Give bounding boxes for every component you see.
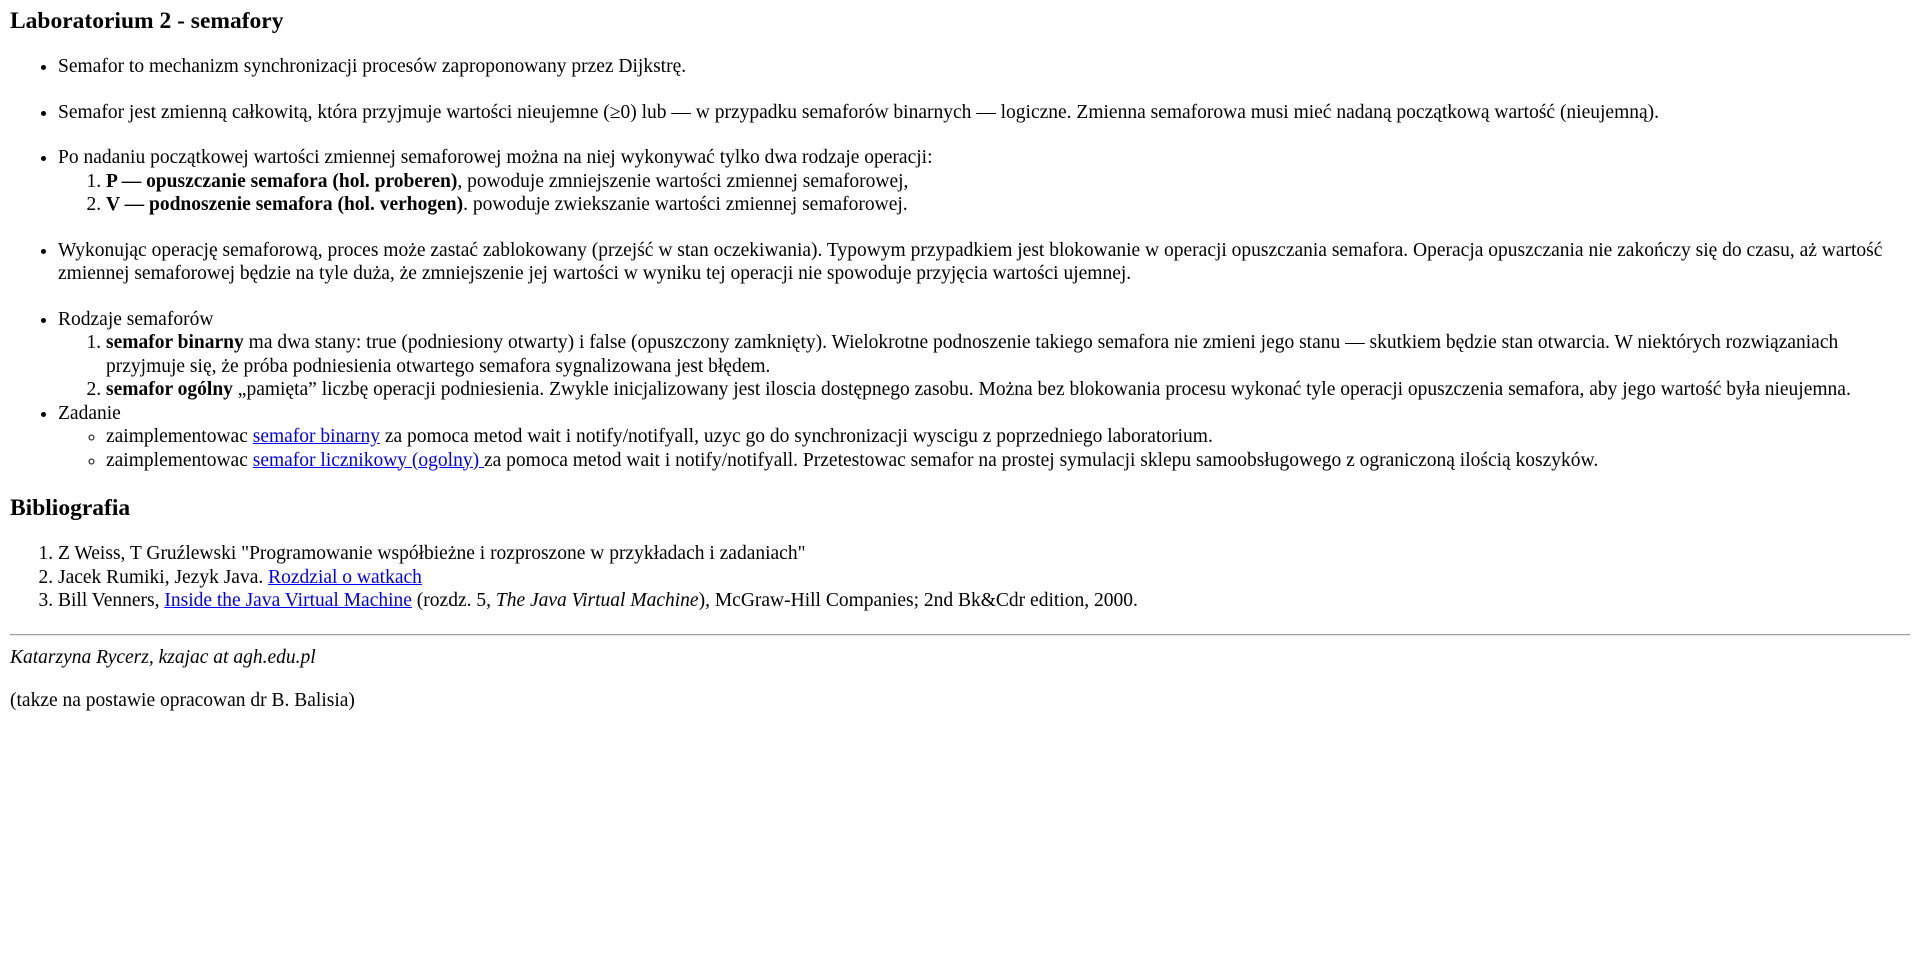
bibliography-text: (rozdz. 5, (411, 590, 496, 611)
task-text: zaimplementowac (106, 449, 253, 471)
semaphore-types-heading: Rodzaje semaforów (58, 308, 214, 330)
footer-note: (takze na postawie opracowan dr B. Balisia) (10, 690, 355, 711)
operation-p-name: P — opuszczanie semafora (hol. proberen) (106, 170, 458, 192)
list-item: • Semafor jest zmienną całkowitą, która przyjmuje wartości nieujemne (≥0) lub — w przypadku semaforów binarnych — logiczne. Zmienna semaforowa musi mieć nadaną początkową wartość (nieujemną). (58, 101, 1910, 125)
semaphore-type-binary (106, 331, 1910, 378)
bibliography-item: 1. Z Weiss, T Gruźlewski "Programowanie współbieżne i rozproszone w przykładach i zadaniach" (58, 542, 1910, 566)
list-item (58, 402, 1910, 473)
bibliography-text: ), McGraw-Hill Companies; 2nd Bk&Cdr edition, 2000. (698, 590, 1138, 611)
operation-p (106, 170, 1910, 194)
jvm-book-link[interactable]: Inside the Java Virtual Machine (164, 590, 412, 611)
task-item (106, 425, 1910, 449)
list-item (58, 308, 1910, 402)
task-heading: Zadanie (58, 402, 121, 424)
main-list (10, 55, 1910, 472)
task-text: zaimplementowac (106, 426, 253, 447)
semaphore-type-binary-name: semafor binarny (106, 332, 244, 353)
author-address: Katarzyna Rycerz, kzajac at agh.edu.pl (10, 646, 316, 668)
list-item: • Wykonując operację semaforową, proces może zastać zablokowany (przejść w stan oczekiwania). Typowym przypadkiem jest blokowanie w operacji opuszczania semafora. Operacja opuszczania nie zakończy się do czasu, aż wartość zmiennej semaforowej będzie na tyle duża, że zmniejszenie jej wartości w wyniku tej operacji nie spowoduje przyjęcia wartości ujemnej. (58, 239, 1910, 286)
task-item (106, 449, 1910, 473)
semaphore-type-binary-description: ma dwa stany: true (podniesiony otwarty) i false (opuszczony zamknięty). Wielokrotne podnoszenie takiego semafora nie zmieni jego stanu — skutkiem będzie stan otwarcia. W niektórych rozwiązaniach przyjmuje się, że próba podniesienia otwartego semafora sygnalizowana jest błędem. (106, 332, 1839, 377)
task-text: za pomoca metod wait i notify/notifyall, uzyc go do synchronizacji wyscigu z poprzedniego laboratorium. (379, 426, 1213, 447)
list-item: • Semafor to mechanizm synchronizacji procesów zaproponowany przez Dijkstrę. (58, 55, 1910, 79)
operation-p-description: , powoduje zmniejszenie wartości zmiennej semaforowej, (457, 170, 909, 192)
operations-intro: Po nadaniu początkowej wartości zmiennej semaforowej można na niej wykonywać tylko dwa rodzaje operacji: (58, 147, 933, 168)
bibliography-heading: Bibliografia (10, 495, 131, 521)
threads-chapter-link[interactable]: Rozdzial o watkach (268, 566, 422, 588)
operation-v (106, 193, 1910, 217)
semaphore-type-general (106, 378, 1910, 402)
list-item (58, 146, 1910, 217)
bibliography-text: Jacek Rumiki, Jezyk Java. (58, 566, 269, 588)
divider (10, 634, 1910, 636)
operation-v-description: . powoduje zwiekszanie wartości zmiennej semaforowej. (463, 194, 908, 215)
binary-semaphore-link[interactable]: semafor binarny (252, 426, 380, 447)
bibliography-list (10, 542, 1910, 613)
operation-v-name: V — podnoszenie semafora (hol. verhogen) (106, 194, 464, 215)
counting-semaphore-link[interactable]: semafor licznikowy (ogolny) (252, 449, 484, 471)
semaphore-types-list (58, 331, 1910, 402)
operations-list (58, 170, 1910, 217)
book-title: The Java Virtual Machine (495, 590, 699, 611)
task-list (58, 425, 1910, 472)
bibliography-item (58, 566, 1910, 590)
bibliography-item (58, 589, 1910, 613)
page-title: Laboratorium 2 - semafory (10, 8, 284, 34)
task-text: za pomoca metod wait i notify/notifyall. Przetestowac semafor na prostej symulacji sklepu samoobsługowego z ograniczoną ilością koszyków. (483, 449, 1599, 471)
semaphore-type-general-description: „pamięta” liczbę operacji podniesienia. Zwykle inicjalizowany jest iloscia dostępnego zasobu. Można bez blokowania procesu wykonać tyle operacji opuszczenia semafora, aby jego wartość była nieujemna. (232, 379, 1851, 400)
semaphore-type-general-name: semafor ogólny (106, 379, 233, 400)
bibliography-text: Bill Venners, (58, 590, 165, 611)
